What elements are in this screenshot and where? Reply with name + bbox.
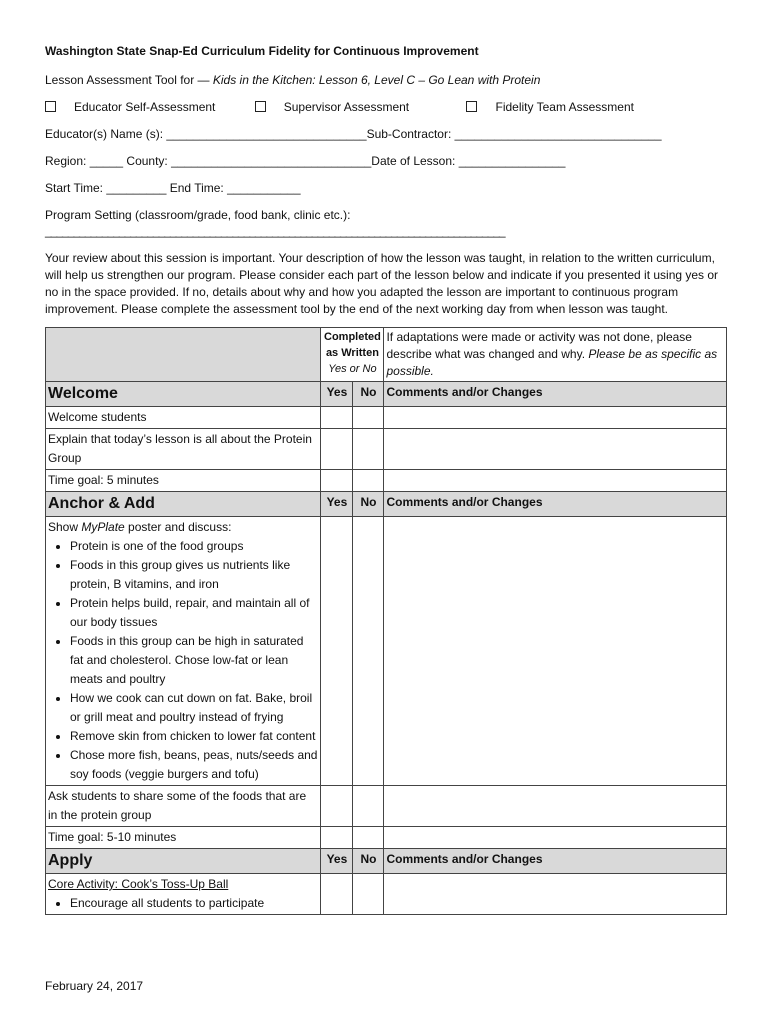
- no-cell[interactable]: [353, 429, 384, 470]
- region-field[interactable]: Region: _____ County: ______________________________Date of Lesson: ________________: [45, 154, 566, 168]
- assessment-type-options: [45, 100, 727, 114]
- table-row: Show MyPlate poster and discuss: • Protein is one of the food groups • Foods in this group gives us nutrients like protein, B vitamins, and iron • Protein helps build, repair, and maintain all of our body tissues • Foods in this group can be high in saturated fat and cholesterol. Chose low-fat or lean meats and poultry • How we cook can cut down on fat. Bake, broil or grill meat and poultry instead of frying • Remove skin from chicken to lower fat content • Chose more fish, beans, peas, nuts/seeds and soy foods (veggie burgers and tofu): [46, 517, 727, 786]
- instructions: Your review about this session is important. Your description of how the lesson was taught, in relation to the written curriculum, will help us strengthen our program. Please consider each part of the lesson below and indicate if you presented it using yes or no in the space provided. If no, details about why and how you adapted the lesson are important to continuous program improvement. Please complete the assessment tool by the end of the next working day from when lesson was taught.: [45, 251, 719, 316]
- yes-cell[interactable]: [321, 517, 353, 786]
- table-row: Ask students to share some of the foods that are in the protein group: [46, 786, 727, 827]
- lesson-name: Kids in the Kitchen: Lesson 6, Level C – Go Lean with Protein: [212, 73, 541, 87]
- yes-cell[interactable]: [321, 470, 353, 492]
- list-item: • Protein helps build, repair, and maintain all of our body tissues: [70, 594, 318, 632]
- list-item: • Remove skin from chicken to lower fat content: [70, 727, 318, 746]
- table-row: Time goal: 5-10 minutes: [46, 827, 727, 849]
- no-cell[interactable]: [353, 827, 384, 849]
- table-header: [46, 328, 727, 382]
- list-item: • Foods in this group can be high in saturated fat and cholesterol. Chose low-fat or lean meats and poultry: [70, 632, 318, 689]
- no-cell[interactable]: [353, 470, 384, 492]
- adaptations-header: If adaptations were made or activity was not done, please describe what was changed and why. Please be as specific as possible.: [384, 328, 727, 382]
- lesson-table: [45, 327, 727, 915]
- table-row: Explain that today’s lesson is all about the Protein Group: [46, 429, 727, 470]
- checkbox-icon: [255, 101, 266, 112]
- list-item: • Encourage all students to participate: [70, 894, 318, 913]
- checkbox-fidelity[interactable]: Fidelity Team Assessment: [466, 100, 652, 114]
- discussion-points: [48, 537, 318, 784]
- no-cell[interactable]: [353, 874, 384, 915]
- list-item: • How we cook can cut down on fat. Bake, broil or grill meat and poultry instead of frying: [70, 689, 318, 727]
- comment-cell[interactable]: [384, 517, 727, 786]
- checkbox-icon: [466, 101, 477, 112]
- activity-points: [48, 894, 318, 913]
- list-item: • Foods in this group gives us nutrients like protein, B vitamins, and iron: [70, 556, 318, 594]
- yes-cell[interactable]: [321, 827, 353, 849]
- table-row: [46, 874, 727, 915]
- section-header-anchor: Anchor & Add Yes No Comments and/or Changes: [46, 492, 727, 517]
- subtitle-prefix: Lesson Assessment Tool for —: [45, 73, 213, 87]
- time-field[interactable]: Start Time: _________ End Time: ___________: [45, 181, 301, 195]
- table-row: Time goal: 5 minutes: [46, 470, 727, 492]
- setting-field[interactable]: _________________________________________________________________________________: [45, 224, 505, 238]
- form-subtitle: [45, 73, 727, 87]
- comment-cell[interactable]: [384, 786, 727, 827]
- table-row: Welcome students: [46, 407, 727, 429]
- section-header-welcome: Welcome Yes No Comments and/or Changes: [46, 382, 727, 407]
- yes-cell[interactable]: [321, 874, 353, 915]
- core-activity: Core Activity: Cook’s Toss-Up Ball: [48, 877, 229, 891]
- comment-cell[interactable]: [384, 470, 727, 492]
- yes-cell[interactable]: [321, 786, 353, 827]
- checkbox-educator[interactable]: Educator Self-Assessment: [45, 100, 233, 114]
- comment-cell[interactable]: [384, 429, 727, 470]
- setting-label: Program Setting (classroom/grade, food bank, clinic etc.):: [45, 208, 351, 222]
- checkbox-supervisor[interactable]: Supervisor Assessment: [255, 100, 427, 114]
- checkbox-icon: [45, 101, 56, 112]
- educator-field[interactable]: Educator(s) Name (s): ______________________________Sub-Contractor: _______________________________: [45, 127, 662, 141]
- yes-cell[interactable]: [321, 429, 353, 470]
- assessment-form: [45, 44, 727, 915]
- completed-header: Completed as Written Yes or No: [321, 328, 384, 382]
- form-title: Washington State Snap-Ed Curriculum Fidelity for Continuous Improvement: [45, 44, 479, 58]
- list-item: • Chose more fish, beans, peas, nuts/seeds and soy foods (veggie burgers and tofu): [70, 746, 318, 784]
- comment-cell[interactable]: [384, 407, 727, 429]
- no-cell[interactable]: [353, 407, 384, 429]
- yes-cell[interactable]: [321, 407, 353, 429]
- no-cell[interactable]: [353, 517, 384, 786]
- comment-cell[interactable]: [384, 827, 727, 849]
- comment-cell[interactable]: [384, 874, 727, 915]
- no-cell[interactable]: [353, 786, 384, 827]
- footer-date: February 24, 2017: [45, 979, 144, 993]
- list-item: • Protein is one of the food groups: [70, 537, 318, 556]
- section-header-apply: Apply Yes No Comments and/or Changes: [46, 849, 727, 874]
